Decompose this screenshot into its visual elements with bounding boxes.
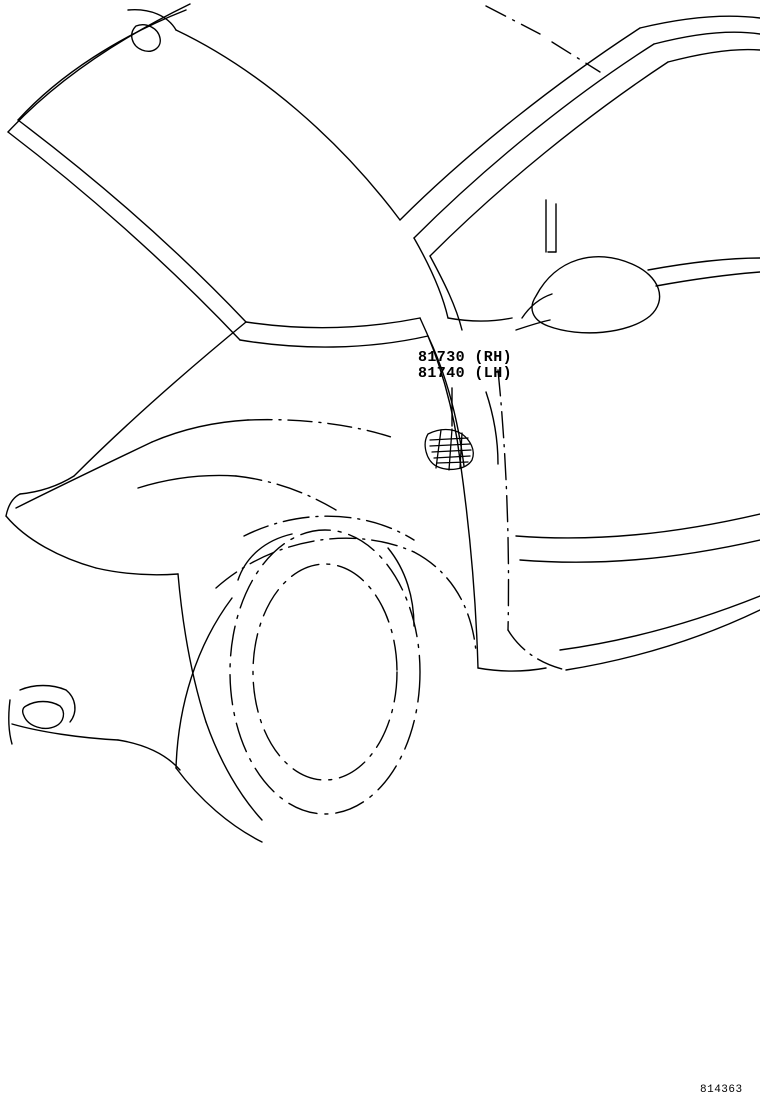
construction-line-2 <box>552 42 600 72</box>
bumper-lower-edge <box>206 722 262 820</box>
callout-lh: 81740 (LH) <box>418 365 513 383</box>
hood-front-ridge <box>248 420 394 438</box>
a-pillar-left <box>18 120 246 322</box>
wheel-arch-outer-2 <box>414 552 476 652</box>
windshield-top-rail <box>18 10 186 120</box>
bumper-crease-2 <box>118 740 180 770</box>
figure-id: 814363 <box>700 1084 743 1096</box>
cowl-top-edge-inner <box>240 336 428 347</box>
tire-arch-detail <box>238 534 292 580</box>
hood-left-edge-2 <box>6 494 20 516</box>
hood-inner-crease-2 <box>236 476 336 510</box>
fog-lamp-lens <box>23 702 64 729</box>
tire-outer <box>230 530 420 814</box>
windshield-top-rail-inner <box>8 4 190 132</box>
cowl-top-edge <box>246 318 420 328</box>
roof-detail-loop <box>132 25 161 52</box>
fog-lamp-top <box>20 686 66 691</box>
roof-rear-edge <box>640 16 760 28</box>
body-side-crease <box>520 540 760 562</box>
roof-side-rail-inner <box>414 44 654 238</box>
tire-inner <box>253 564 397 780</box>
fog-lamp-side <box>66 690 75 722</box>
beltline-upper-right-2 <box>656 272 760 286</box>
mirror-base-top <box>448 318 512 321</box>
body-side-crease-2 <box>516 514 760 538</box>
hood-left-edge <box>20 476 74 494</box>
lamp-line-4 <box>434 456 470 458</box>
hood-inner-crease <box>138 476 236 489</box>
rocker-front <box>478 668 546 671</box>
hood-crease-1 <box>16 442 152 508</box>
construction-line-1 <box>486 6 540 34</box>
a-pillar-right <box>414 238 448 318</box>
roof-rear-edge-inner <box>654 32 760 44</box>
door-cut-line <box>498 370 509 630</box>
fender-rear-edge <box>460 460 478 668</box>
side-marker-lamp <box>425 429 473 470</box>
headlamp-top <box>6 516 96 568</box>
bumper-crease <box>12 724 118 740</box>
lamp-rib-2 <box>449 429 452 470</box>
roof-side-rail <box>400 28 640 220</box>
mirror-stem <box>522 294 552 318</box>
bumper-side-edge <box>178 574 206 722</box>
door-lower-cut <box>508 630 566 670</box>
rocker-panel-line <box>566 610 760 670</box>
callout-rh: 81730 (RH) <box>418 349 513 366</box>
a-pillar-left-inner <box>8 132 240 340</box>
roof-front-edge <box>176 30 400 220</box>
roof-rear-edge-outer <box>668 50 760 63</box>
callout-labels <box>418 350 512 382</box>
wheel-arch-lip <box>244 516 414 540</box>
bumper-front-edge <box>9 700 12 744</box>
headlamp-edge <box>96 568 178 575</box>
beltline-upper-right <box>648 258 760 270</box>
lamp-line-2 <box>430 444 470 446</box>
fender-gap-line <box>486 392 498 464</box>
hood-crease-2 <box>152 420 248 442</box>
hood-rear-left <box>74 322 246 476</box>
